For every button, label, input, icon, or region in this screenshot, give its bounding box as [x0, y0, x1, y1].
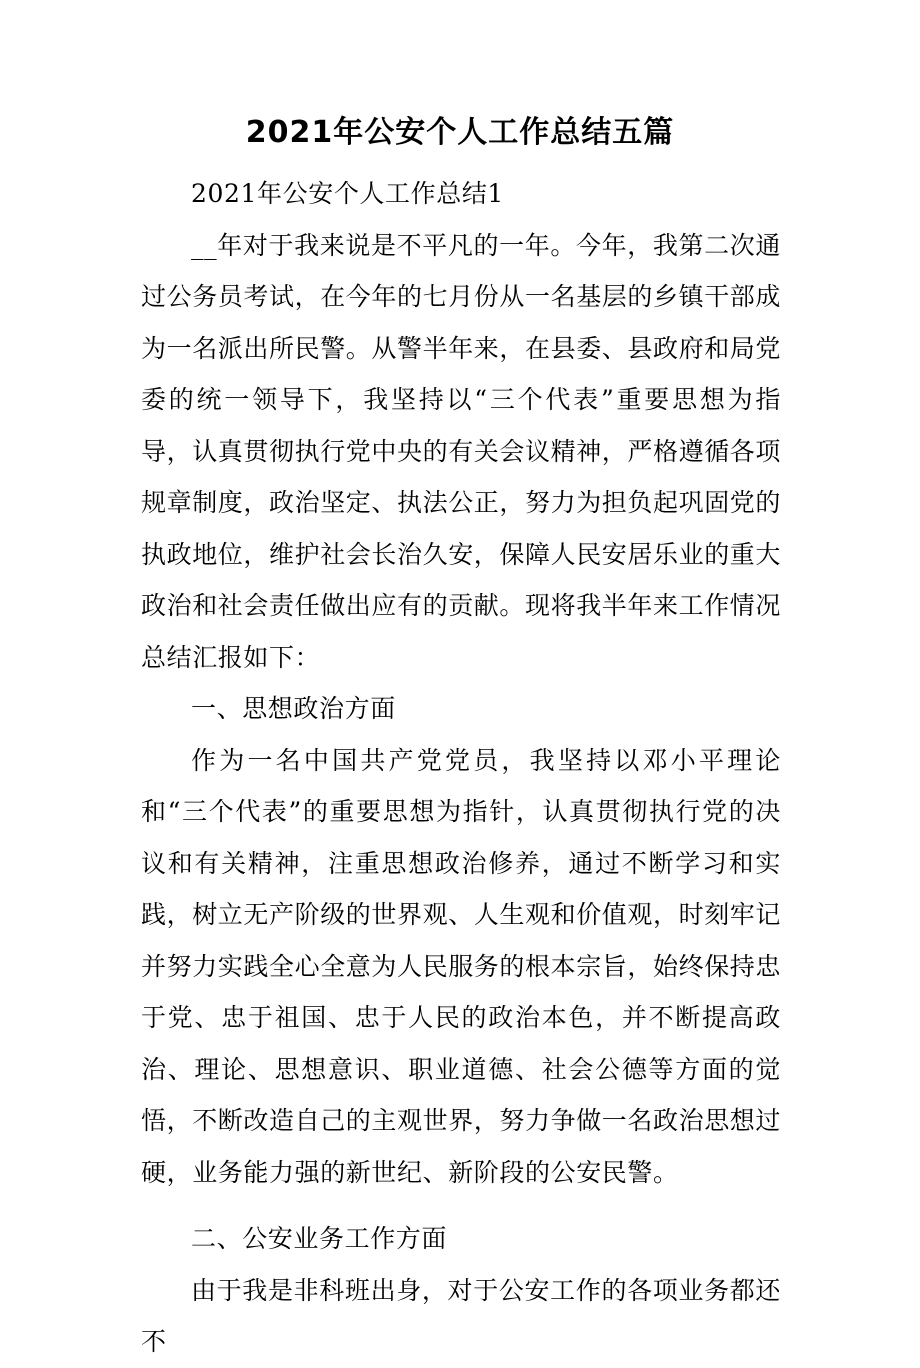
document-body [141, 168, 781, 1368]
paragraph-intro: __年对于我来说是不平凡的一年。今年，我第二次通过公务员考试，在今年的七月份从一名基层的乡镇干部成为一名派出所民警。从警半年来，在县委、县政府和局党委的统一领导下，我坚持以“三个代表”重要思想为指导，认真贯彻执行党中央的有关会议精神，严格遵循各项规章制度，政治坚定、执法公正，努力为担负起巩固党的执政地位，维护社会长治久安，保障人民安居乐业的重大政治和社会责任做出应有的贡献。现将我半年来工作情况总结汇报如下： [141, 230, 782, 672]
document-title: 2021年公安个人工作总结五篇 [245, 115, 675, 150]
section-heading-2: 二、公安业务工作方面 [191, 1224, 448, 1253]
section-subtitle: 2021年公安个人工作总结1 [191, 179, 504, 208]
paragraph-business: 由于我是非科班出身，对于公安工作的各项业务都还不 [141, 1275, 781, 1356]
paragraph-political: 作为一名中国共产党党员，我坚持以邓小平理论和“三个代表”的重要思想为指针，认真贯彻执行党的决议和有关精神，注重思想政治修养，通过不断学习和实践，树立无产阶级的世界观、人生观和价值观，时刻牢记并努力实践全心全意为人民服务的根本宗旨，始终保持忠于党、忠于祖国、忠于人民的政治本色，并不断提高政治、理论、思想意识、职业道德、社会公德等方面的觉悟，不断改造自己的主观世界，努力争做一名政治思想过硬，业务能力强的新世纪、新阶段的公安民警。 [141, 745, 782, 1187]
section-heading-1: 一、思想政治方面 [191, 694, 396, 723]
